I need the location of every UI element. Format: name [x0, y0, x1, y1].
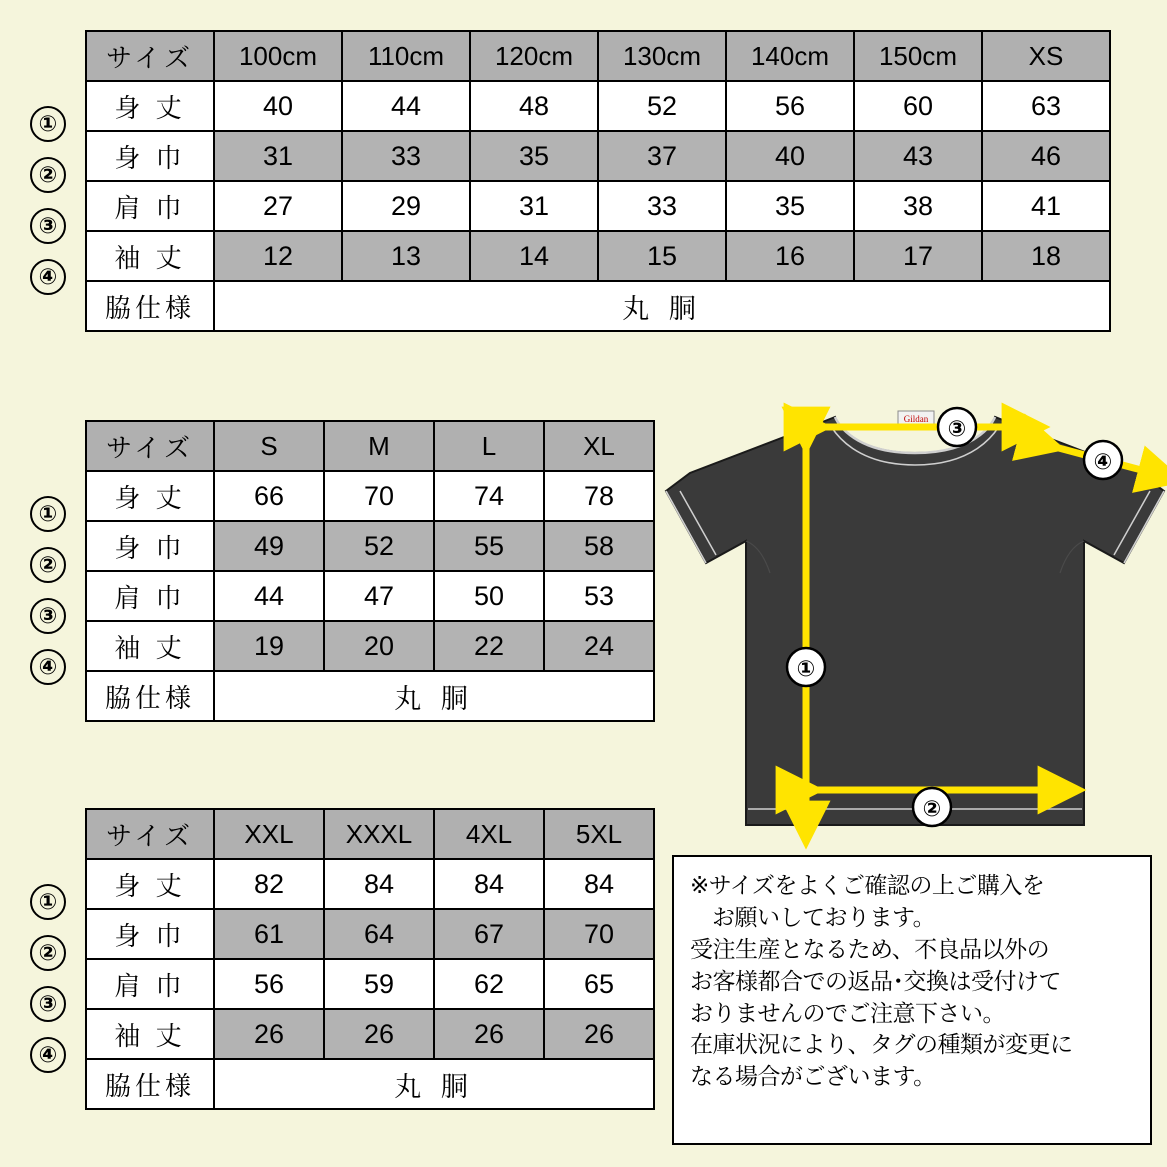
cell: 35	[726, 181, 854, 231]
cell: 44	[342, 81, 470, 131]
cell: 52	[324, 521, 434, 571]
cell: 20	[324, 621, 434, 671]
cell: 84	[434, 859, 544, 909]
cell: 26	[544, 1009, 654, 1059]
row-marker: ①	[30, 106, 66, 142]
cell: 56	[726, 81, 854, 131]
cell: 63	[982, 81, 1110, 131]
cell: 58	[544, 521, 654, 571]
row-label: 身 丈	[86, 81, 214, 131]
size-table-adult	[85, 420, 655, 722]
row-marker: ③	[30, 208, 66, 244]
table-row	[86, 621, 654, 671]
row-label: 身 丈	[86, 859, 214, 909]
cell: 17	[854, 231, 982, 281]
row-marker: ③	[30, 986, 66, 1022]
size-table-kids	[85, 30, 1111, 332]
row-marker: ②	[30, 157, 66, 193]
header-cell: XS	[982, 31, 1110, 81]
cell: 18	[982, 231, 1110, 281]
cell: 50	[434, 571, 544, 621]
footer-value: 丸 胴	[214, 671, 654, 721]
svg-text:Gildan: Gildan	[903, 414, 929, 424]
cell: 27	[214, 181, 342, 231]
table-header-row	[86, 421, 654, 471]
sleeve-marker-label: ④	[1093, 449, 1113, 474]
table-header-row	[86, 31, 1110, 81]
cell: 40	[726, 131, 854, 181]
cell: 31	[470, 181, 598, 231]
marker-column-adult	[30, 496, 74, 685]
cell: 59	[324, 959, 434, 1009]
notice-line: お願いしております。	[712, 903, 936, 930]
cell: 44	[214, 571, 324, 621]
cell: 26	[214, 1009, 324, 1059]
notice-line: ※サイズをよくご確認の上ご購入を	[690, 872, 1045, 898]
marker-column-kids	[30, 106, 74, 295]
table-row	[86, 1009, 654, 1059]
header-cell: 120cm	[470, 31, 598, 81]
cell: 62	[434, 959, 544, 1009]
shoulder-marker-label: ③	[947, 416, 967, 441]
table-row	[86, 959, 654, 1009]
cell: 82	[214, 859, 324, 909]
row-marker: ④	[30, 259, 66, 295]
cell: 74	[434, 471, 544, 521]
cell: 15	[598, 231, 726, 281]
table-header-row	[86, 809, 654, 859]
header-cell: 100cm	[214, 31, 342, 81]
header-cell: 140cm	[726, 31, 854, 81]
table-row	[86, 131, 1110, 181]
size-table-plus	[85, 808, 655, 1110]
table-row	[86, 909, 654, 959]
cell: 67	[434, 909, 544, 959]
cell: 35	[470, 131, 598, 181]
header-cell: L	[434, 421, 544, 471]
cell: 60	[854, 81, 982, 131]
header-cell: サイズ	[86, 809, 214, 859]
row-marker: ④	[30, 649, 66, 685]
cell: 66	[214, 471, 324, 521]
header-cell: M	[324, 421, 434, 471]
row-marker: ①	[30, 884, 66, 920]
tshirt-diagram	[660, 395, 1167, 855]
footer-label: 脇仕様	[86, 281, 214, 331]
cell: 33	[342, 131, 470, 181]
header-cell: XL	[544, 421, 654, 471]
row-label: 袖 丈	[86, 231, 214, 281]
cell: 37	[598, 131, 726, 181]
cell: 16	[726, 231, 854, 281]
tshirt-shape	[666, 417, 1164, 825]
row-marker: ④	[30, 1037, 66, 1073]
cell: 55	[434, 521, 544, 571]
header-cell: 150cm	[854, 31, 982, 81]
row-label: 肩 巾	[86, 959, 214, 1009]
row-marker: ③	[30, 598, 66, 634]
notice-line: お客様都合での返品･交換は受付けて	[690, 967, 1061, 994]
row-marker: ②	[30, 935, 66, 971]
cell: 49	[214, 521, 324, 571]
cell: 64	[324, 909, 434, 959]
cell: 48	[470, 81, 598, 131]
cell: 12	[214, 231, 342, 281]
row-label: 肩 巾	[86, 181, 214, 231]
cell: 24	[544, 621, 654, 671]
purchase-notice	[672, 855, 1152, 1145]
row-label: 身 巾	[86, 521, 214, 571]
notice-line: 受注生産となるため、不良品以外の	[690, 935, 1050, 962]
cell: 43	[854, 131, 982, 181]
cell: 14	[470, 231, 598, 281]
cell: 26	[324, 1009, 434, 1059]
cell: 26	[434, 1009, 544, 1059]
cell: 84	[544, 859, 654, 909]
width-marker-label: ②	[922, 796, 942, 821]
header-cell: 130cm	[598, 31, 726, 81]
table-footer-row	[86, 281, 1110, 331]
table-row	[86, 181, 1110, 231]
table-row	[86, 231, 1110, 281]
table-footer-row	[86, 671, 654, 721]
cell: 19	[214, 621, 324, 671]
marker-column-plus	[30, 884, 74, 1073]
cell: 56	[214, 959, 324, 1009]
cell: 61	[214, 909, 324, 959]
notice-line: おりませんのでご注意下さい。	[690, 999, 1005, 1026]
row-label: 身 巾	[86, 131, 214, 181]
notice-line: 在庫状況により、タグの種類が変更に	[690, 1031, 1073, 1058]
cell: 78	[544, 471, 654, 521]
row-label: 肩 巾	[86, 571, 214, 621]
cell: 41	[982, 181, 1110, 231]
footer-label: 脇仕様	[86, 671, 214, 721]
row-marker: ②	[30, 547, 66, 583]
notice-line: なる場合がございます。	[690, 1063, 936, 1090]
table-row	[86, 859, 654, 909]
cell: 47	[324, 571, 434, 621]
table-row	[86, 571, 654, 621]
cell: 65	[544, 959, 654, 1009]
header-cell: S	[214, 421, 324, 471]
header-cell: サイズ	[86, 421, 214, 471]
cell: 31	[214, 131, 342, 181]
table-row	[86, 471, 654, 521]
cell: 70	[324, 471, 434, 521]
length-marker-label: ①	[796, 656, 816, 681]
table-row	[86, 81, 1110, 131]
cell: 33	[598, 181, 726, 231]
cell: 52	[598, 81, 726, 131]
row-label: 身 丈	[86, 471, 214, 521]
header-cell: 5XL	[544, 809, 654, 859]
cell: 84	[324, 859, 434, 909]
row-label: 袖 丈	[86, 1009, 214, 1059]
footer-value: 丸 胴	[214, 1059, 654, 1109]
table-footer-row	[86, 1059, 654, 1109]
header-cell: 110cm	[342, 31, 470, 81]
header-cell: サイズ	[86, 31, 214, 81]
cell: 70	[544, 909, 654, 959]
footer-value: 丸 胴	[214, 281, 1110, 331]
header-cell: XXL	[214, 809, 324, 859]
cell: 38	[854, 181, 982, 231]
row-marker: ①	[30, 496, 66, 532]
cell: 13	[342, 231, 470, 281]
row-label: 身 巾	[86, 909, 214, 959]
cell: 22	[434, 621, 544, 671]
cell: 40	[214, 81, 342, 131]
row-label: 袖 丈	[86, 621, 214, 671]
header-cell: 4XL	[434, 809, 544, 859]
table-row	[86, 521, 654, 571]
cell: 53	[544, 571, 654, 621]
footer-label: 脇仕様	[86, 1059, 214, 1109]
cell: 29	[342, 181, 470, 231]
cell: 46	[982, 131, 1110, 181]
header-cell: XXXL	[324, 809, 434, 859]
